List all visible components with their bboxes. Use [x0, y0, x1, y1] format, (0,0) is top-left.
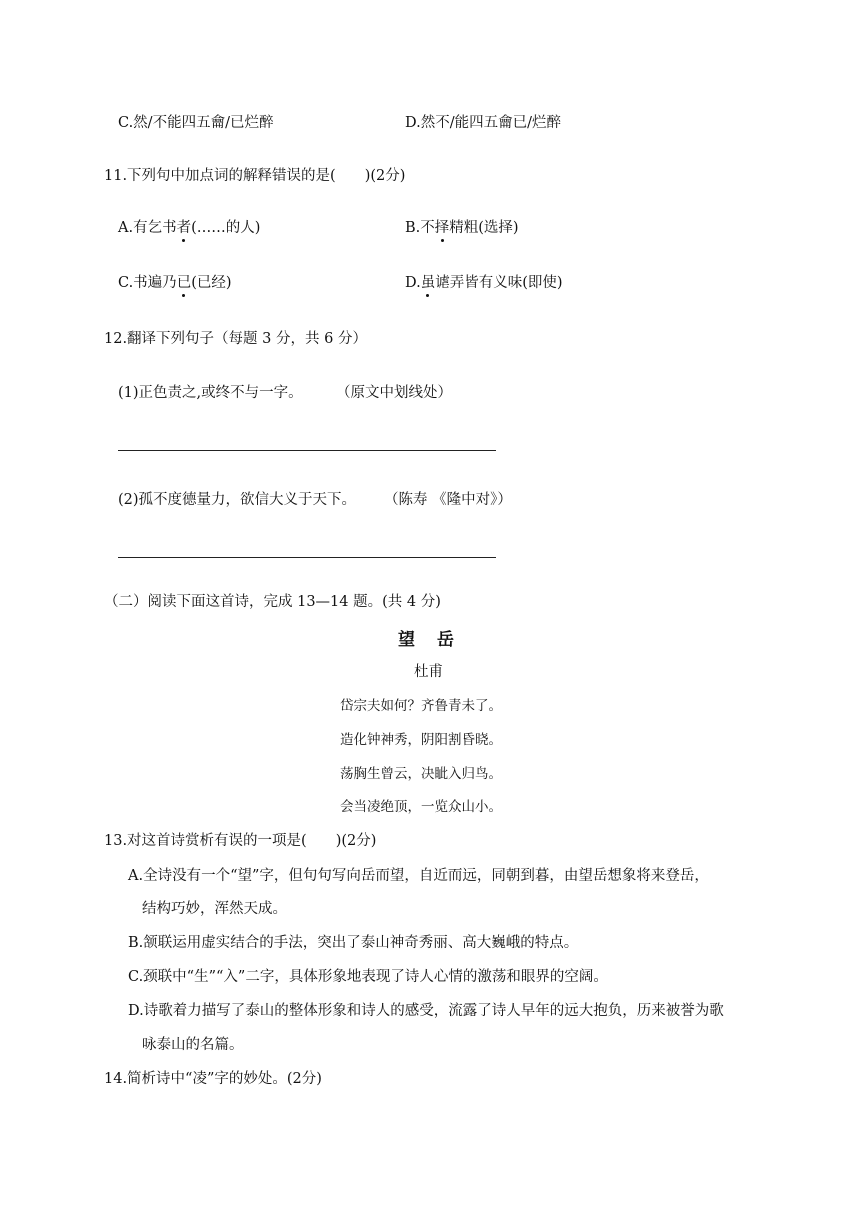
q10-option-d: D.然不/能四五龠已/烂醉 — [405, 115, 561, 131]
q11-option-b-pre: B.不 — [405, 220, 435, 236]
q11-option-c — [118, 271, 232, 292]
q11-option-d-post: 谑弄皆有义味(即使) — [435, 275, 563, 291]
q11-option-c-pre: C.书遍乃 — [118, 275, 177, 291]
q13-option-b: B.颔联运用虚实结合的手法，突出了泰山神奇秀丽、高大巍峨的特点。 — [128, 935, 579, 951]
q14-stem: 14.简析诗中“凌”字的妙处。(2分) — [104, 1071, 322, 1087]
q11-option-a-pre: A.有乞书 — [118, 220, 177, 236]
q11-option-b-dotted-word: 择 — [435, 216, 450, 237]
q11-option-c-dotted-word: 已 — [177, 271, 192, 292]
q12-sentence-2-note: （陈寿 《隆中对》） — [384, 492, 512, 508]
q11-option-d — [405, 271, 563, 292]
q13-option-d-line-1: D.诗歌着力描写了泰山的整体形象和诗人的感受，流露了诗人早年的远大抱负，历来被誉为歌 — [128, 1003, 724, 1019]
poem-line-1: 岱宗夫如何？齐鲁青未了。 — [340, 698, 502, 714]
poem-line-3: 荡胸生曾云，决眦入归鸟。 — [340, 766, 502, 782]
q11-option-b-post: 精粗(选择) — [449, 220, 519, 236]
poem-title: 望岳 — [398, 630, 476, 650]
poem-author: 杜甫 — [414, 664, 443, 680]
q11-option-c-post: (已经) — [191, 275, 232, 291]
q10-option-c: C.然/不能四五龠/已烂醉 — [118, 115, 274, 131]
section-2-heading: （二）阅读下面这首诗，完成 13—14 题。(共 4 分) — [104, 594, 441, 610]
poem-line-2: 造化钟神秀，阴阳割昏晓。 — [340, 732, 502, 748]
q12-answer-line-2[interactable] — [118, 557, 496, 558]
q11-option-d-dotted-word: 虽 — [421, 271, 436, 292]
q11-option-a — [118, 216, 260, 237]
q12-sentence-1: (1)正色责之,或终不与一字。 — [118, 385, 303, 401]
q12-stem: 12.翻译下列句子（每题 3 分，共 6 分） — [104, 331, 367, 347]
q12-answer-line-1[interactable] — [118, 450, 496, 451]
poem-line-4: 会当凌绝顶，一览众山小。 — [340, 799, 502, 815]
q13-option-a-line-1: A.全诗没有一个“望”字，但句句写向岳而望，自近而远，同朝到暮，由望岳想象将来登岳， — [128, 868, 709, 884]
q11-option-a-dotted-word: 者 — [177, 216, 192, 237]
q13-option-d-line-2: 咏泰山的名篇。 — [142, 1037, 244, 1053]
q13-option-a-line-2: 结构巧妙，浑然天成。 — [142, 901, 287, 917]
q11-stem: 11.下列句中加点词的解释错误的是( )(2分) — [104, 168, 406, 184]
q12-sentence-2: (2)孤不度德量力，欲信大义于天下。 — [118, 492, 357, 508]
q13-option-c: C.颈联中“生”“入”二字，具体形象地表现了诗人心情的激荡和眼界的空阔。 — [128, 969, 608, 985]
q13-stem: 13.对这首诗赏析有误的一项是( )(2分) — [104, 833, 377, 849]
q11-option-b — [405, 216, 519, 237]
q11-option-d-pre: D. — [405, 275, 421, 291]
q12-sentence-1-note: （原文中划线处） — [336, 385, 452, 401]
q11-option-a-post: (……的人) — [191, 220, 261, 236]
